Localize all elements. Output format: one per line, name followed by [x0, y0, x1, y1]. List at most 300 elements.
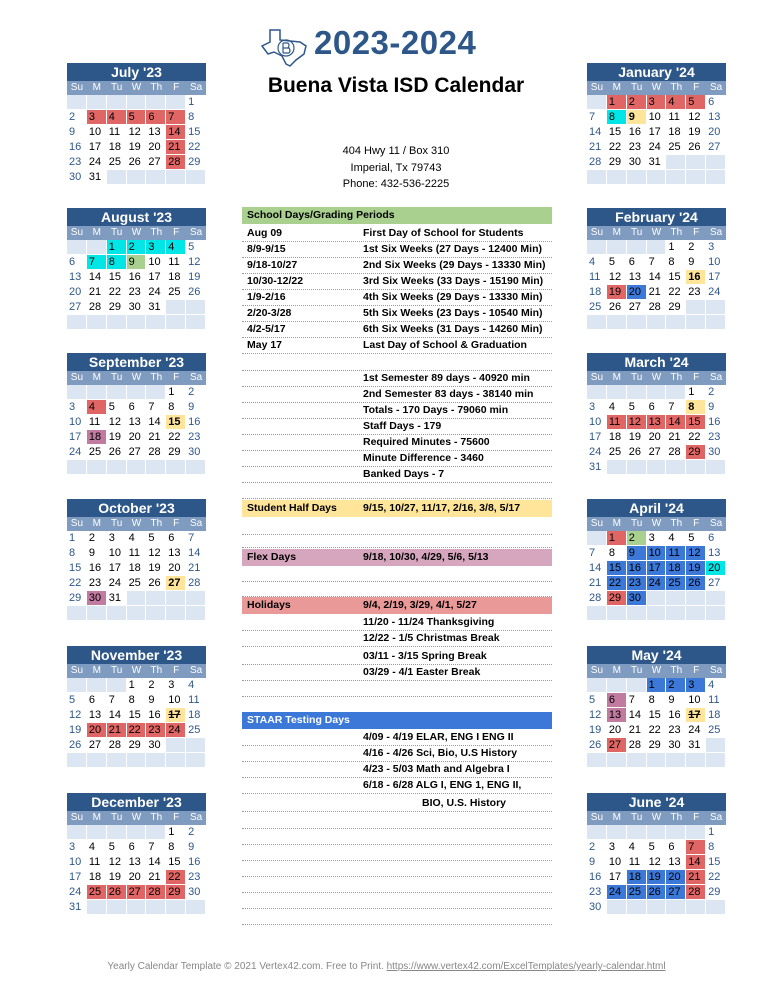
- day-cell: 19: [647, 870, 667, 885]
- day-cell: 6: [87, 693, 107, 708]
- empty-cell: [706, 300, 726, 315]
- day-cell: 7: [166, 110, 186, 125]
- empty-cell: [647, 900, 667, 915]
- day-cell: 7: [87, 255, 107, 270]
- weekday-label: Su: [67, 226, 87, 240]
- day-cell: 8: [67, 546, 87, 561]
- day-cell: 12: [686, 110, 706, 125]
- weekday-label: Th: [666, 517, 686, 531]
- day-cell: 5: [107, 400, 127, 415]
- day-cell: 26: [627, 445, 647, 460]
- day-cell: 11: [87, 415, 107, 430]
- day-cell: 26: [587, 738, 607, 753]
- day-cell: 14: [186, 546, 206, 561]
- blank-row: [242, 876, 552, 893]
- empty-cell: [587, 315, 607, 330]
- empty-cell: [666, 460, 686, 475]
- day-cell: 5: [67, 693, 87, 708]
- day-cell: 23: [706, 430, 726, 445]
- day-cell: 25: [666, 576, 686, 591]
- day-cell: 7: [107, 693, 127, 708]
- empty-cell: [87, 825, 107, 840]
- weekday-label: Tu: [107, 226, 127, 240]
- day-cell: 5: [146, 531, 166, 546]
- day-cell: 3: [166, 678, 186, 693]
- day-cell: 21: [166, 140, 186, 155]
- day-cell: 23: [186, 870, 206, 885]
- day-cell: 30: [627, 591, 647, 606]
- day-cell: 14: [627, 708, 647, 723]
- day-cell: 15: [647, 708, 667, 723]
- day-cell: 5: [647, 840, 667, 855]
- weekday-label: Sa: [706, 811, 726, 825]
- day-cell: 7: [146, 840, 166, 855]
- empty-cell: [706, 753, 726, 768]
- day-cell: 4: [627, 840, 647, 855]
- day-cell: 11: [587, 270, 607, 285]
- day-cell: 28: [107, 738, 127, 753]
- month-header: June '24: [587, 793, 726, 811]
- empty-cell: [87, 385, 107, 400]
- day-cell: 26: [107, 445, 127, 460]
- empty-cell: [666, 591, 686, 606]
- day-cell: 12: [686, 546, 706, 561]
- weekday-label: W: [127, 226, 147, 240]
- weekday-label: W: [647, 664, 667, 678]
- day-cell: 8: [686, 400, 706, 415]
- month-header: July '23: [67, 63, 206, 81]
- day-cell: 14: [587, 561, 607, 576]
- empty-cell: [706, 460, 726, 475]
- weekday-label: Su: [67, 81, 87, 95]
- empty-cell: [627, 678, 647, 693]
- day-cell: 12: [127, 125, 147, 140]
- empty-cell: [186, 591, 206, 606]
- month-header: January '24: [587, 63, 726, 81]
- empty-cell: [146, 591, 166, 606]
- empty-cell: [67, 240, 87, 255]
- empty-cell: [166, 460, 186, 475]
- day-cell: 22: [647, 723, 667, 738]
- day-cell: 31: [87, 170, 107, 185]
- day-cell: 30: [627, 155, 647, 170]
- day-cell: 11: [127, 546, 147, 561]
- day-cell: 19: [607, 285, 627, 300]
- blank-row: [242, 680, 552, 697]
- day-cell: 16: [87, 561, 107, 576]
- day-cell: 31: [686, 738, 706, 753]
- day-cell: 8: [127, 693, 147, 708]
- empty-cell: [587, 385, 607, 400]
- day-cell: 18: [127, 561, 147, 576]
- day-cell: 9: [127, 255, 147, 270]
- empty-cell: [686, 900, 706, 915]
- day-cell: 22: [107, 285, 127, 300]
- weekday-label: Tu: [107, 81, 127, 95]
- day-cell: 25: [607, 445, 627, 460]
- day-cell: 10: [607, 855, 627, 870]
- day-cell: 28: [87, 300, 107, 315]
- day-cell: 1: [107, 240, 127, 255]
- day-cell: 17: [587, 430, 607, 445]
- weekday-label: F: [166, 664, 186, 678]
- weekday-label: Su: [67, 811, 87, 825]
- day-cell: 5: [107, 840, 127, 855]
- day-cell: 15: [706, 855, 726, 870]
- empty-cell: [87, 315, 107, 330]
- day-cell: 29: [166, 885, 186, 900]
- day-cell: 27: [607, 738, 627, 753]
- day-cell: 31: [67, 900, 87, 915]
- blank-row: [242, 482, 552, 499]
- day-cell: 2: [587, 840, 607, 855]
- empty-cell: [647, 591, 667, 606]
- staar-row: 6/18 - 6/28 ALG I, ENG 1, ENG II,: [242, 777, 552, 794]
- day-cell: 2: [706, 385, 726, 400]
- weekday-label: M: [607, 664, 627, 678]
- weekday-label: W: [647, 811, 667, 825]
- weekday-label: Tu: [627, 226, 647, 240]
- month-january: [587, 63, 726, 185]
- weekday-label: Th: [146, 811, 166, 825]
- day-cell: 19: [627, 430, 647, 445]
- day-cell: 16: [146, 708, 166, 723]
- day-cell: 18: [607, 430, 627, 445]
- day-cell: 18: [166, 270, 186, 285]
- empty-cell: [666, 155, 686, 170]
- day-cell: 22: [166, 430, 186, 445]
- day-cell: 9: [587, 855, 607, 870]
- weekday-label: M: [607, 811, 627, 825]
- day-cell: 16: [627, 561, 647, 576]
- empty-cell: [186, 606, 206, 621]
- day-cell: 5: [587, 693, 607, 708]
- grading-row: 4/2-5/17 6th Six Weeks (31 Days - 14260 Min): [242, 321, 552, 338]
- weekday-label: Tu: [627, 664, 647, 678]
- day-cell: 9: [666, 693, 686, 708]
- empty-cell: [666, 170, 686, 185]
- day-cell: 1: [186, 95, 206, 110]
- day-cell: 8: [607, 110, 627, 125]
- day-cell: 7: [587, 546, 607, 561]
- weekday-label: W: [127, 81, 147, 95]
- empty-cell: [666, 385, 686, 400]
- day-cell: 25: [87, 885, 107, 900]
- empty-cell: [186, 738, 206, 753]
- month-february: [587, 208, 726, 330]
- day-cell: 30: [186, 885, 206, 900]
- day-cell: 15: [186, 125, 206, 140]
- grading-row: 9/18-10/27 2nd Six Weeks (29 Days - 13330 Min): [242, 257, 552, 274]
- day-cell: 2: [627, 531, 647, 546]
- staar-header: STAAR Testing Days: [242, 712, 552, 729]
- day-cell: 24: [67, 885, 87, 900]
- weekday-label: Th: [146, 81, 166, 95]
- day-cell: 2: [186, 385, 206, 400]
- weekday-label: F: [686, 811, 706, 825]
- weekday-label: Th: [146, 664, 166, 678]
- day-cell: 30: [666, 738, 686, 753]
- day-cell: 5: [127, 110, 147, 125]
- day-cell: 28: [627, 738, 647, 753]
- weekday-label: Sa: [186, 81, 206, 95]
- totals-row: Banked Days - 7: [242, 466, 552, 483]
- flex-days-header: Flex Days 9/18, 10/30, 4/29, 5/6, 5/13: [242, 549, 552, 566]
- day-cell: 10: [706, 255, 726, 270]
- day-cell: 22: [686, 430, 706, 445]
- day-cell: 14: [146, 855, 166, 870]
- day-cell: 14: [146, 415, 166, 430]
- weekday-label: Th: [146, 371, 166, 385]
- empty-cell: [607, 170, 627, 185]
- day-cell: 27: [146, 155, 166, 170]
- day-cell: 25: [186, 723, 206, 738]
- empty-cell: [587, 606, 607, 621]
- day-cell: 12: [607, 270, 627, 285]
- day-cell: 29: [127, 738, 147, 753]
- empty-cell: [186, 315, 206, 330]
- empty-cell: [647, 170, 667, 185]
- empty-cell: [186, 753, 206, 768]
- weekday-label: Th: [666, 226, 686, 240]
- day-cell: 27: [67, 300, 87, 315]
- empty-cell: [706, 738, 726, 753]
- weekday-label: Su: [587, 664, 607, 678]
- day-cell: 4: [87, 400, 107, 415]
- day-cell: 1: [706, 825, 726, 840]
- weekday-label: W: [127, 371, 147, 385]
- day-cell: 4: [107, 110, 127, 125]
- day-cell: 1: [647, 678, 667, 693]
- weekday-label: Th: [666, 371, 686, 385]
- empty-cell: [186, 170, 206, 185]
- day-cell: 29: [166, 445, 186, 460]
- day-cell: 7: [666, 400, 686, 415]
- empty-cell: [146, 753, 166, 768]
- empty-cell: [627, 315, 647, 330]
- day-cell: 15: [127, 708, 147, 723]
- empty-cell: [87, 460, 107, 475]
- empty-cell: [166, 591, 186, 606]
- day-cell: 28: [666, 445, 686, 460]
- day-cell: 18: [87, 870, 107, 885]
- weekday-label: Sa: [186, 811, 206, 825]
- weekday-label: W: [127, 517, 147, 531]
- day-cell: 24: [87, 155, 107, 170]
- day-cell: 31: [587, 460, 607, 475]
- month-header: February '24: [587, 208, 726, 226]
- day-cell: 22: [666, 285, 686, 300]
- empty-cell: [706, 900, 726, 915]
- weekday-label: Th: [666, 811, 686, 825]
- day-cell: 28: [587, 155, 607, 170]
- empty-cell: [146, 385, 166, 400]
- day-cell: 31: [146, 300, 166, 315]
- month-october: [67, 499, 206, 621]
- empty-cell: [627, 606, 647, 621]
- empty-cell: [607, 825, 627, 840]
- empty-cell: [686, 825, 706, 840]
- day-cell: 12: [107, 855, 127, 870]
- month-november: [67, 646, 206, 768]
- day-cell: 29: [686, 445, 706, 460]
- empty-cell: [627, 240, 647, 255]
- day-cell: 3: [686, 678, 706, 693]
- day-cell: 11: [627, 855, 647, 870]
- month-header: August '23: [67, 208, 206, 226]
- template-link[interactable]: https://www.vertex42.com/ExcelTemplates/yearly-calendar.html: [386, 961, 666, 972]
- day-cell: 13: [146, 125, 166, 140]
- staar-row: 4/16 - 4/26 Sci, Bio, U.S History: [242, 745, 552, 762]
- day-cell: 17: [647, 125, 667, 140]
- day-cell: 5: [686, 531, 706, 546]
- day-cell: 13: [666, 855, 686, 870]
- totals-row: 1st Semester 89 days - 40920 min: [242, 370, 552, 387]
- day-cell: 17: [67, 870, 87, 885]
- day-cell: 27: [706, 140, 726, 155]
- empty-cell: [686, 753, 706, 768]
- day-cell: 23: [627, 576, 647, 591]
- half-days-header: Student Half Days 9/15, 10/27, 11/17, 2/16, 3/8, 5/17: [242, 500, 552, 517]
- weekday-label: Su: [67, 371, 87, 385]
- day-cell: 2: [686, 240, 706, 255]
- weekday-label: M: [87, 226, 107, 240]
- day-cell: 22: [186, 140, 206, 155]
- grading-row: 2/20-3/28 5th Six Weeks (23 Days - 10540 Min): [242, 305, 552, 322]
- day-cell: 15: [166, 415, 186, 430]
- empty-cell: [627, 753, 647, 768]
- day-cell: 27: [127, 885, 147, 900]
- empty-cell: [186, 460, 206, 475]
- day-cell: 18: [706, 708, 726, 723]
- empty-cell: [146, 315, 166, 330]
- day-cell: 27: [127, 445, 147, 460]
- day-cell: 3: [647, 531, 667, 546]
- day-cell: 21: [666, 430, 686, 445]
- day-cell: 7: [587, 110, 607, 125]
- day-cell: 31: [107, 591, 127, 606]
- empty-cell: [166, 606, 186, 621]
- empty-cell: [647, 315, 667, 330]
- day-cell: 13: [627, 270, 647, 285]
- weekday-label: Su: [587, 811, 607, 825]
- staar-row: 4/23 - 5/03 Math and Algebra I: [242, 761, 552, 778]
- day-cell: 5: [607, 255, 627, 270]
- day-cell: 30: [186, 445, 206, 460]
- day-cell: 19: [587, 723, 607, 738]
- day-cell: 30: [587, 900, 607, 915]
- day-cell: 26: [186, 285, 206, 300]
- day-cell: 27: [627, 300, 647, 315]
- day-cell: 8: [166, 840, 186, 855]
- empty-cell: [706, 170, 726, 185]
- month-header: September '23: [67, 353, 206, 371]
- day-cell: 14: [666, 415, 686, 430]
- blank-row: [242, 860, 552, 877]
- day-cell: 15: [686, 415, 706, 430]
- grading-row: May 17 Last Day of School & Graduation: [242, 337, 552, 354]
- empty-cell: [686, 591, 706, 606]
- day-cell: 16: [67, 140, 87, 155]
- day-cell: 17: [166, 708, 186, 723]
- day-cell: 14: [587, 125, 607, 140]
- day-cell: 25: [166, 285, 186, 300]
- day-cell: 30: [87, 591, 107, 606]
- day-cell: 4: [666, 531, 686, 546]
- empty-cell: [647, 606, 667, 621]
- totals-row: Staff Days - 179: [242, 418, 552, 435]
- weekday-label: W: [647, 81, 667, 95]
- day-cell: 2: [627, 95, 647, 110]
- day-cell: 14: [87, 270, 107, 285]
- day-cell: 26: [686, 576, 706, 591]
- day-cell: 22: [67, 576, 87, 591]
- day-cell: 12: [186, 255, 206, 270]
- day-cell: 22: [127, 723, 147, 738]
- day-cell: 3: [87, 110, 107, 125]
- calendar-subtitle: Buena Vista ISD Calendar: [267, 74, 525, 97]
- empty-cell: [166, 753, 186, 768]
- day-cell: 9: [67, 125, 87, 140]
- blank-row: [242, 531, 552, 548]
- day-cell: 19: [67, 723, 87, 738]
- day-cell: 4: [166, 240, 186, 255]
- empty-cell: [627, 825, 647, 840]
- day-cell: 4: [587, 255, 607, 270]
- weekday-label: Su: [587, 371, 607, 385]
- day-cell: 10: [107, 546, 127, 561]
- day-cell: 23: [627, 140, 647, 155]
- empty-cell: [67, 678, 87, 693]
- blank-row: [242, 354, 552, 371]
- day-cell: 16: [706, 415, 726, 430]
- day-cell: 13: [166, 546, 186, 561]
- day-cell: 16: [186, 415, 206, 430]
- empty-cell: [67, 606, 87, 621]
- phone-line: Phone: 432-536-2225: [342, 178, 450, 190]
- empty-cell: [127, 460, 147, 475]
- day-cell: 23: [186, 430, 206, 445]
- grading-header: School Days/Grading Periods: [242, 207, 552, 224]
- day-cell: 10: [647, 546, 667, 561]
- weekday-label: F: [686, 517, 706, 531]
- empty-cell: [127, 170, 147, 185]
- day-cell: 18: [87, 430, 107, 445]
- day-cell: 8: [107, 255, 127, 270]
- weekday-label: Tu: [627, 811, 647, 825]
- day-cell: 6: [706, 531, 726, 546]
- day-cell: 17: [706, 270, 726, 285]
- empty-cell: [706, 155, 726, 170]
- day-cell: 13: [67, 270, 87, 285]
- day-cell: 17: [686, 708, 706, 723]
- day-cell: 16: [587, 870, 607, 885]
- day-cell: 23: [686, 285, 706, 300]
- day-cell: 31: [647, 155, 667, 170]
- day-cell: 23: [666, 723, 686, 738]
- day-cell: 25: [107, 155, 127, 170]
- day-cell: 16: [627, 125, 647, 140]
- day-cell: 25: [87, 445, 107, 460]
- empty-cell: [146, 460, 166, 475]
- day-cell: 19: [686, 125, 706, 140]
- day-cell: 7: [186, 531, 206, 546]
- empty-cell: [107, 678, 127, 693]
- day-cell: 11: [666, 546, 686, 561]
- day-cell: 16: [666, 708, 686, 723]
- weekday-label: M: [87, 517, 107, 531]
- empty-cell: [107, 170, 127, 185]
